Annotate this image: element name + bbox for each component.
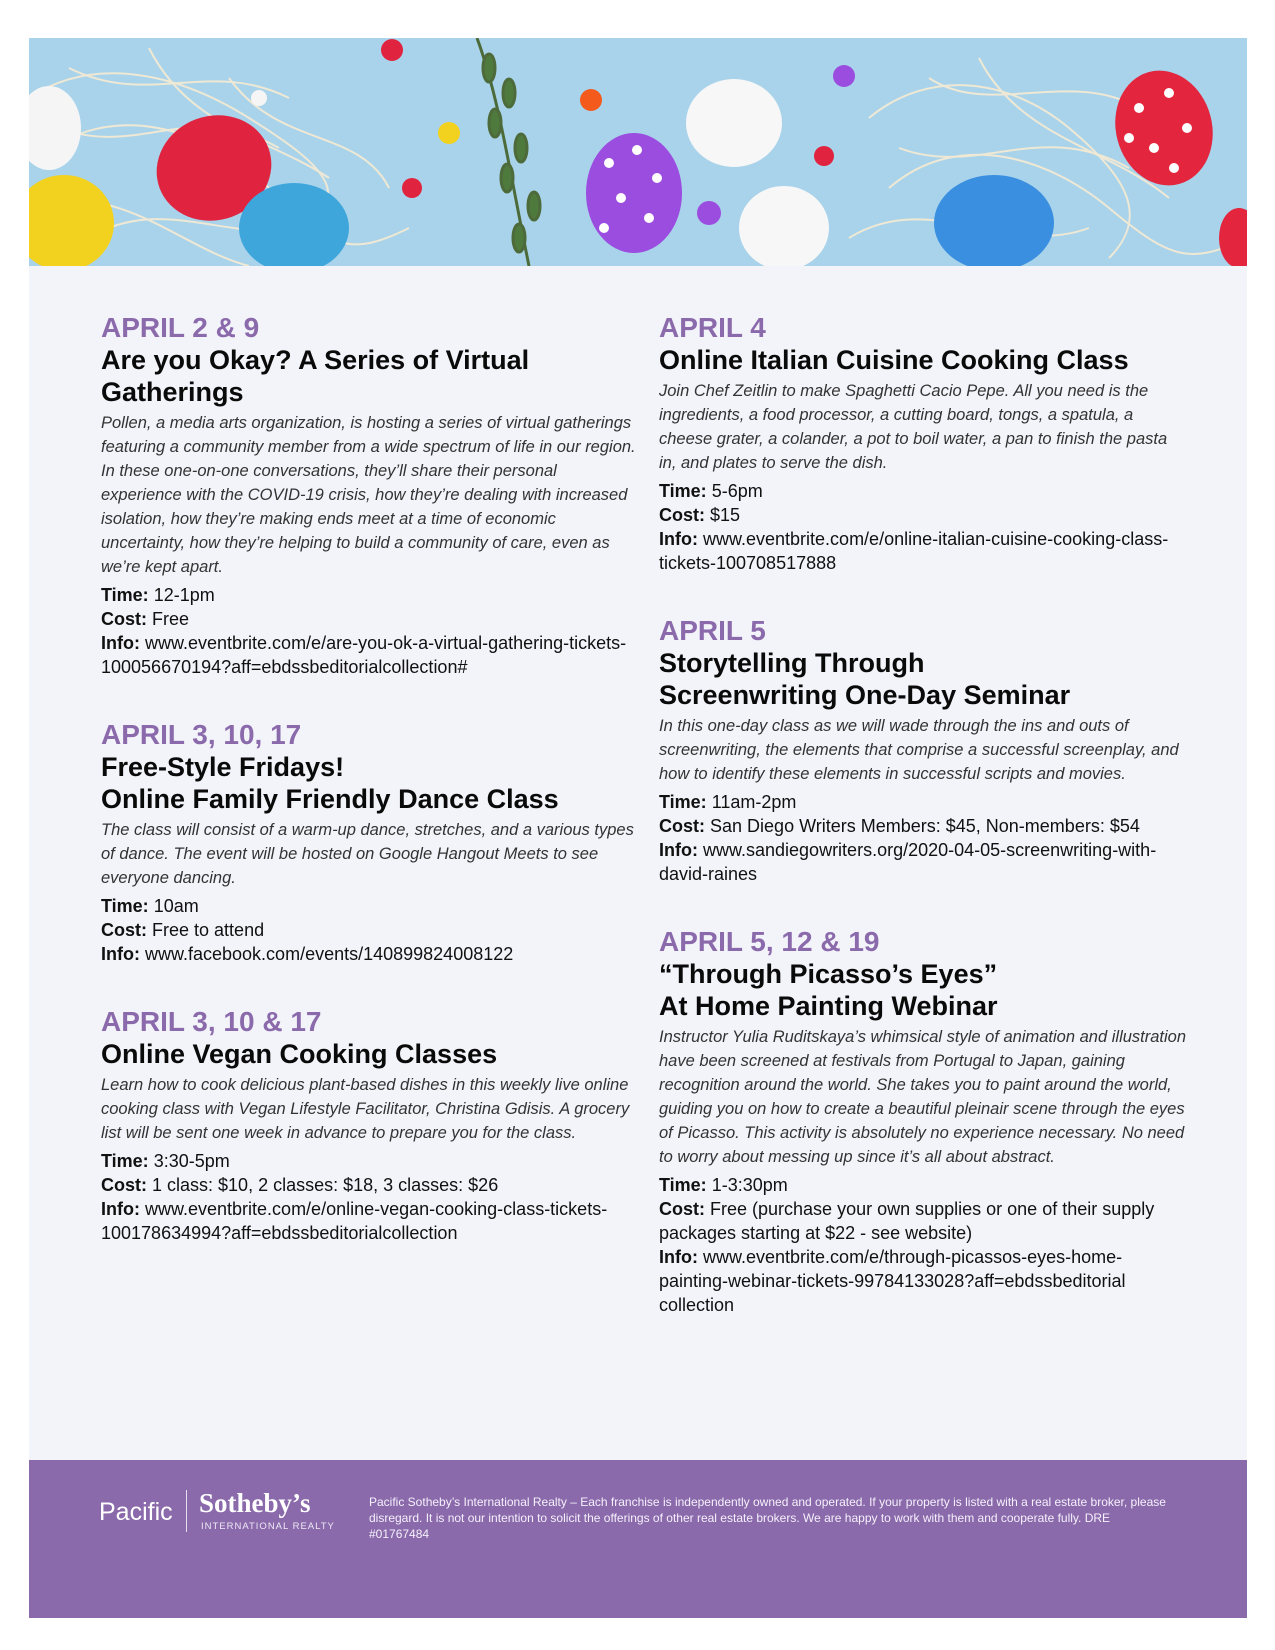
info-link[interactable]: www.eventbrite.com/e/online-vegan-cooking-class-tickets-100178634994?aff=ebdssbeditorialcollection xyxy=(101,1199,608,1243)
event-time xyxy=(659,479,1189,503)
info-label: Info: xyxy=(101,633,140,653)
event-info xyxy=(101,1197,641,1245)
cost-label: Cost: xyxy=(101,920,147,940)
flyer-sheet xyxy=(29,38,1247,1618)
info-link[interactable]: www.eventbrite.com/e/online-italian-cuisine-cooking-class-tickets-100708517888 xyxy=(659,529,1169,573)
event-description: Learn how to cook delicious plant-based dishes in this weekly live online cooking class with Vegan Lifestyle Facilitator, Christina Gdisis. A grocery list will be sent one week in advance to prepare you for the class. xyxy=(101,1076,630,1142)
cost-label: Cost: xyxy=(659,505,705,525)
time-value: 12-1pm xyxy=(153,585,215,605)
info-label: Info: xyxy=(101,1199,140,1219)
event-title-line: Online Family Friendly Dance Class xyxy=(101,784,559,814)
event-time xyxy=(659,1173,1189,1197)
easter-eggs-banner xyxy=(29,38,1247,266)
event-title-line: Online Italian Cuisine Cooking Class xyxy=(659,345,1129,375)
event-date: APRIL 5, 12 & 19 xyxy=(659,926,880,957)
time-label: Time: xyxy=(659,792,707,812)
footer-disclaimer: Pacific Sotheby’s International Realty – Each franchise is independently owned and operated. If your property is listed with a real estate broker, please disregard. It is not our intention to solicit the offerings of other real estate brokers. We are happy to work with them and cooperate fully. DRE #01767484 xyxy=(369,1495,1166,1541)
time-label: Time: xyxy=(101,585,149,605)
footer-bar xyxy=(29,1460,1247,1618)
event-description: Instructor Yulia Ruditskaya’s whimsical style of animation and illustration have been screened at festivals from Portugal to Japan, gaining recognition around the world. She takes you to paint around the world, guiding you on how to create a beautiful pleinair scene through the eyes of Picasso. This activity is absolutely no experience necessary. No need to worry about messing up since it’s all about abstract. xyxy=(659,1028,1187,1166)
time-value: 3:30-5pm xyxy=(153,1151,230,1171)
info-link[interactable]: www.sandiegowriters.org/2020-04-05-screenwriting-with-david-raines xyxy=(659,840,1157,884)
easter-eggs-image xyxy=(29,38,1247,266)
info-link[interactable]: www.eventbrite.com/e/through-picassos-eyes-home-painting-webinar-tickets-99784133028?aff=ebdssbeditorial collection xyxy=(659,1247,1126,1315)
time-value: 5-6pm xyxy=(711,481,763,501)
event-card xyxy=(101,1006,641,1245)
cost-label: Cost: xyxy=(659,816,705,836)
event-description: The class will consist of a warm-up dance, stretches, and a various types of dance. The event will be hosted on Google Hangout Meets to see everyone dancing. xyxy=(101,821,634,887)
event-card xyxy=(659,615,1189,886)
info-label: Info: xyxy=(101,944,140,964)
cost-label: Cost: xyxy=(101,609,147,629)
event-time xyxy=(101,583,641,607)
info-label: Info: xyxy=(659,840,698,860)
event-title xyxy=(659,344,1189,376)
event-time xyxy=(659,790,1189,814)
event-cost xyxy=(659,814,1189,838)
time-label: Time: xyxy=(659,481,707,501)
event-date: APRIL 2 & 9 xyxy=(101,312,260,343)
event-cost xyxy=(101,607,641,631)
event-date: APRIL 3, 10, 17 xyxy=(101,719,302,750)
info-label: Info: xyxy=(659,1247,698,1267)
cost-value: Free xyxy=(152,609,190,629)
event-title-line: Free-Style Fridays! xyxy=(101,752,345,782)
event-info xyxy=(101,631,641,679)
event-title-line: “Through Picasso’s Eyes” xyxy=(659,959,998,989)
event-info xyxy=(101,942,641,966)
event-title-line: Screenwriting One-Day Seminar xyxy=(659,680,1071,710)
logo-divider xyxy=(186,1490,187,1532)
event-time xyxy=(101,1149,641,1173)
info-label: Info: xyxy=(659,529,698,549)
event-card xyxy=(659,926,1189,1317)
cost-value: 1 class: $10, 2 classes: $18, 3 classes: $26 xyxy=(152,1175,499,1195)
cost-value: Free to attend xyxy=(152,920,265,940)
event-cost xyxy=(659,503,1189,527)
logo-pacific: Pacific xyxy=(99,1498,173,1526)
cost-value: San Diego Writers Members: $45, Non-members: $54 xyxy=(710,816,1140,836)
event-cost xyxy=(101,918,641,942)
event-cost xyxy=(659,1197,1189,1245)
time-label: Time: xyxy=(101,1151,149,1171)
info-link[interactable]: www.facebook.com/events/140899824008122 xyxy=(145,944,514,964)
event-date: APRIL 3, 10 & 17 xyxy=(101,1006,322,1037)
event-description: Pollen, a media arts organization, is hosting a series of virtual gatherings featuring a community member from a wide spectrum of life in our region. In these one-on-one conversations, they’ll share their personal experience with the COVID-19 crisis, how they’re dealing with increased isolation, how they’re making ends meet at a time of economic uncertainty, how they’re helping to build a community of care, even as we’re kept apart. xyxy=(101,414,636,576)
event-title-line: Online Vegan Cooking Classes xyxy=(101,1039,498,1069)
event-title-line: Are you Okay? A Series of Virtual xyxy=(101,345,530,375)
time-value: 1-3:30pm xyxy=(711,1175,788,1195)
event-card xyxy=(101,719,641,966)
cost-value: Free (purchase your own supplies or one of their supply packages starting at $22 - see website) xyxy=(659,1199,1155,1243)
event-title-line: Gatherings xyxy=(101,377,244,407)
event-description: Join Chef Zeitlin to make Spaghetti Cacio Pepe. All you need is the ingredients, a food processor, a cutting board, tongs, a spatula, a cheese grater, a colander, a pot to boil water, a pan to finish the pasta in, and plates to serve the dish. xyxy=(659,382,1168,472)
time-label: Time: xyxy=(659,1175,707,1195)
event-description: In this one-day class as we will wade through the ins and outs of screenwriting, the elements that comprise a successful screenplay, and how to identify these elements in successful scripts and movies. xyxy=(659,717,1179,783)
cost-label: Cost: xyxy=(101,1175,147,1195)
cost-label: Cost: xyxy=(659,1199,705,1219)
right-column xyxy=(659,312,1189,1357)
time-label: Time: xyxy=(101,896,149,916)
time-value: 10am xyxy=(153,896,199,916)
event-title xyxy=(101,344,641,408)
event-card xyxy=(659,312,1189,575)
event-title xyxy=(101,1038,641,1070)
info-link[interactable]: www.eventbrite.com/e/are-you-ok-a-virtual-gathering-tickets-100056670194?aff=ebdssbeditorialcollection# xyxy=(101,633,627,677)
event-card xyxy=(101,312,641,679)
event-title xyxy=(659,647,1189,711)
cost-value: $15 xyxy=(710,505,741,525)
event-date: APRIL 5 xyxy=(659,615,766,646)
logo-sothebys: Sotheby’s xyxy=(199,1488,311,1518)
logo-subtitle: INTERNATIONAL REALTY xyxy=(201,1521,335,1532)
event-title-line: Storytelling Through xyxy=(659,648,925,678)
event-date: APRIL 4 xyxy=(659,312,766,343)
time-value: 11am-2pm xyxy=(711,792,797,812)
event-info xyxy=(659,527,1189,575)
event-info xyxy=(659,1245,1189,1317)
event-title xyxy=(101,751,641,815)
event-info xyxy=(659,838,1189,886)
event-title-line: At Home Painting Webinar xyxy=(659,991,998,1021)
event-title xyxy=(659,958,1189,1022)
event-time xyxy=(101,894,641,918)
left-column xyxy=(101,312,641,1285)
event-cost xyxy=(101,1173,641,1197)
